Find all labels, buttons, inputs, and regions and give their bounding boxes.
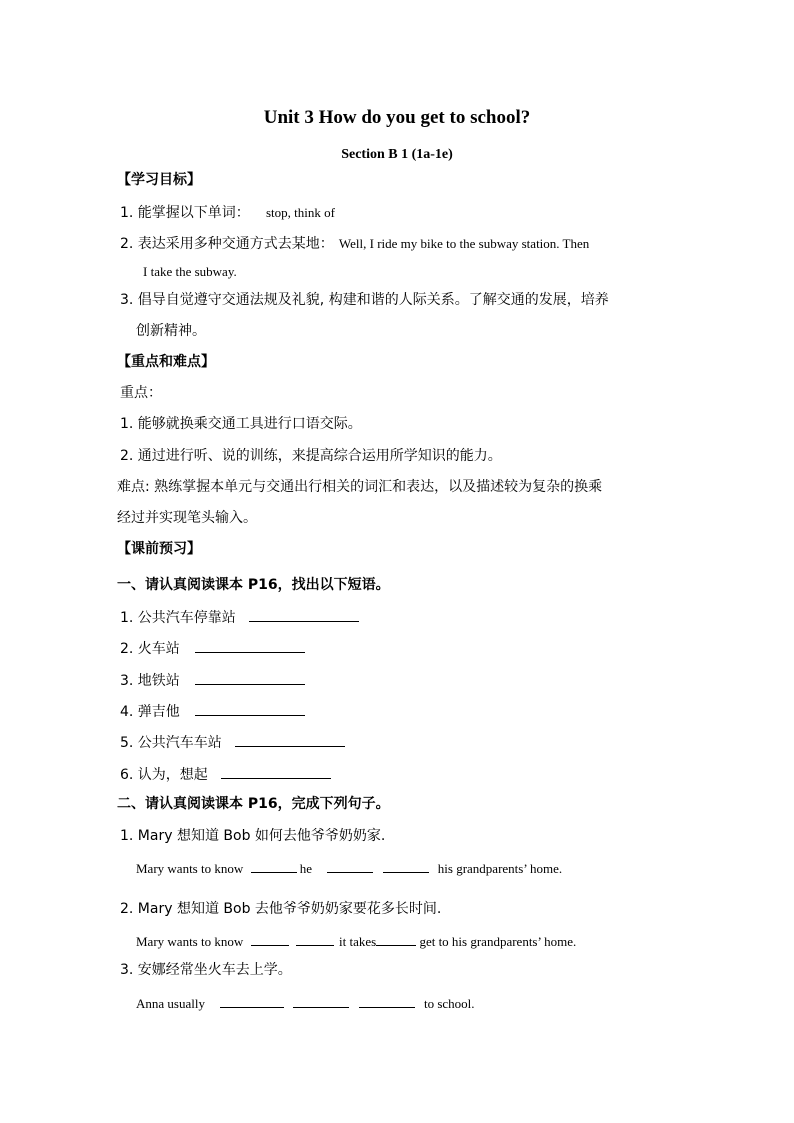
answer-blank[interactable] [195,703,305,716]
difficulty-line-2: 经过并实现笔头输入。 [117,510,257,526]
part2-title: 二、请认真阅读课本 P16，完成下列句子。 [117,796,390,812]
goal-2-continuation: I take the subway. [143,264,237,279]
goal-item-3-line2: 创新精神。 [136,323,206,339]
phrase-prompt: 3. 地铁站 [120,673,180,689]
goal-item-3-line1: 3. 倡导自觉遵守交通法规及礼貌, 构建和谐的人际关系。了解交通的发展，培养 [120,292,609,308]
phrase-prompt: 4. 弹吉他 [120,704,180,720]
phrase-item [120,766,331,782]
answer-blank[interactable] [383,860,429,873]
sentence-1-english [136,860,562,875]
sentence-1-chinese: 1. Mary 想知道 Bob 如何去他爷爷奶奶家. [120,828,386,844]
sentence-1-middle: he [299,861,313,876]
preview-header: 【课前预习】 [117,541,201,557]
answer-blank[interactable] [251,860,297,873]
phrase-item [120,734,345,750]
phrase-prompt: 6. 认为，想起 [120,767,208,783]
answer-blank[interactable] [221,766,331,779]
part1-title: 一、请认真阅读课本 P16，找出以下短语。 [117,577,390,593]
answer-blank[interactable] [251,933,289,946]
goal-1-text: 1. 能掌握以下单词： [120,205,250,221]
focus-item-1: 1. 能够就换乘交通工具进行口语交际。 [120,416,362,432]
answer-blank[interactable] [293,995,349,1008]
phrase-prompt: 1. 公共汽车停靠站 [120,610,236,626]
sentence-3-start: Anna usually [136,996,205,1011]
phrase-item [120,640,305,656]
phrase-prompt: 5. 公共汽车车站 [120,735,222,751]
sentence-2-middle: it takes [339,934,377,949]
sentence-1-end: his grandparents’ home. [437,861,563,876]
answer-blank[interactable] [359,995,415,1008]
phrase-prompt: 2. 火车站 [120,641,180,657]
answer-blank[interactable] [195,640,305,653]
goal-2-text: 2. 表达采用多种交通方式去某地： [120,236,334,252]
goal-item-2 [120,235,589,251]
sentence-2-english [136,933,576,948]
keypoints-header: 【重点和难点】 [117,354,215,370]
goal-1-words: stop, think of [266,205,335,220]
phrase-item [120,672,305,688]
sentence-3-chinese: 3. 安娜经常坐火车去上学。 [120,962,292,978]
answer-blank[interactable] [249,609,359,622]
page-title: Unit 3 How do you get to school? [263,107,531,128]
sentence-1-start: Mary wants to know [136,861,244,876]
answer-blank[interactable] [327,860,373,873]
learning-goals-header: 【学习目标】 [117,172,201,188]
answer-blank[interactable] [235,734,345,747]
section-subtitle: Section B 1 (1a-1e) [341,147,453,162]
sentence-3-end: to school. [423,996,475,1011]
answer-blank[interactable] [220,995,284,1008]
phrase-item [120,703,305,719]
goal-item-1 [120,204,335,220]
answer-blank[interactable] [296,933,334,946]
phrase-item [120,609,359,625]
focus-item-2: 2. 通过进行听、说的训练，来提高综合运用所学知识的能力。 [120,448,502,464]
sentence-2-end: get to his grandparents’ home. [419,934,577,949]
goal-2-sentence: Well, I ride my bike to the subway station. Then [338,236,590,251]
answer-blank[interactable] [195,672,305,685]
sentence-2-chinese: 2. Mary 想知道 Bob 去他爷爷奶奶家要花多长时间. [120,901,442,917]
focus-label: 重点： [120,385,162,401]
answer-blank[interactable] [376,933,416,946]
sentence-3-english [136,995,475,1010]
difficulty-line-1: 难点: 熟练掌握本单元与交通出行相关的词汇和表达，以及描述较为复杂的换乘 [117,479,603,495]
sentence-2-start: Mary wants to know [136,934,244,949]
